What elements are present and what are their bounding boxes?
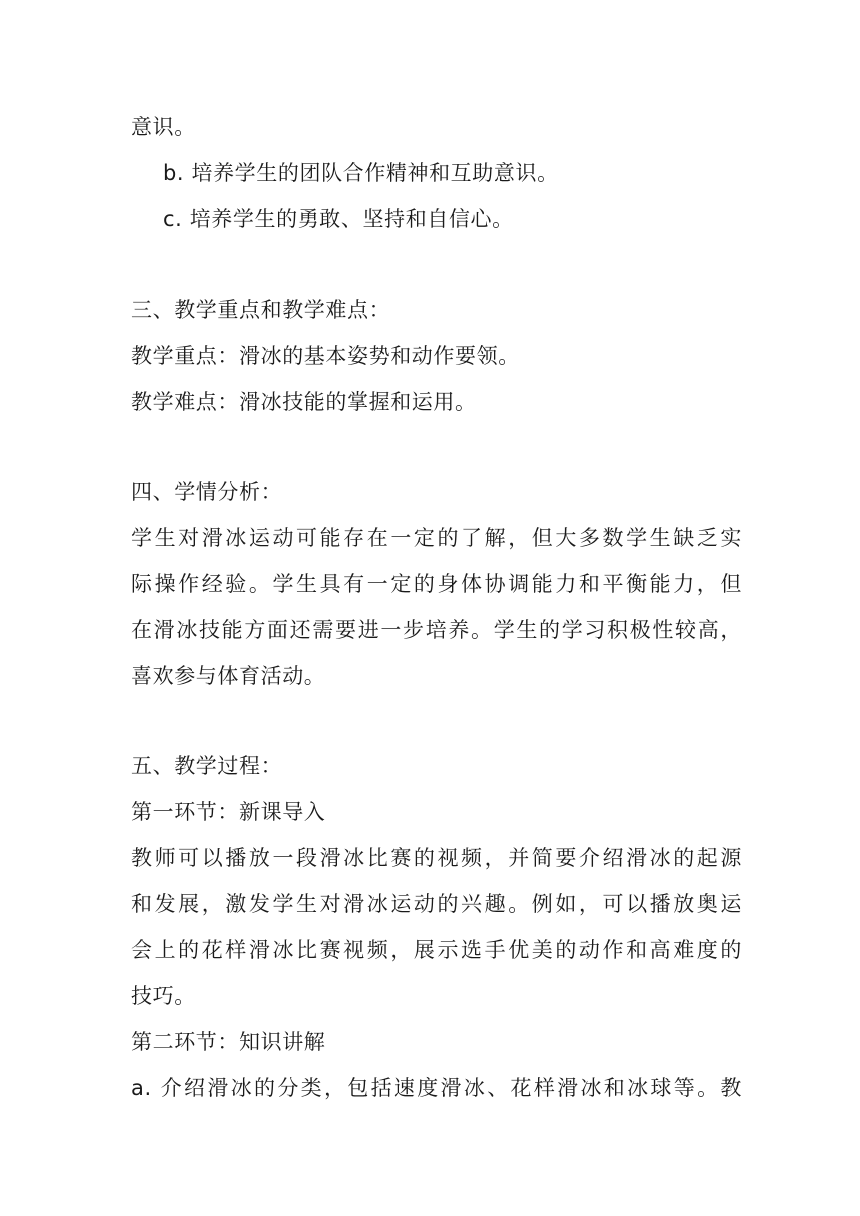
paragraph-line: 教师可以播放一段滑冰比赛的视频，并简要介绍滑冰的起源: [131, 846, 742, 870]
paragraph-line: 意识。: [131, 115, 196, 139]
paragraph-line: 会上的花样滑冰比赛视频，展示选手优美的动作和高难度的: [131, 938, 742, 962]
subsection-heading-knowledge: 第二环节：知识讲解: [131, 1030, 326, 1054]
paragraph-line: a. 介绍滑冰的分类，包括速度滑冰、花样滑冰和冰球等。教: [131, 1076, 742, 1100]
paragraph-line: 际操作经验。学生具有一定的身体协调能力和平衡能力，但: [131, 572, 742, 596]
paragraph-line: 在滑冰技能方面还需要进一步培养。学生的学习积极性较高，: [131, 618, 742, 642]
section-heading-process: 五、教学过程：: [131, 754, 283, 778]
section-heading-analysis: 四、学情分析：: [131, 480, 283, 504]
section-heading-key-points: 三、教学重点和教学难点：: [131, 298, 391, 322]
paragraph-line: 喜欢参与体育活动。: [131, 664, 326, 688]
paragraph-line: 学生对滑冰运动可能存在一定的了解，但大多数学生缺乏实: [131, 526, 742, 550]
paragraph-line: 和发展，激发学生对滑冰运动的兴趣。例如，可以播放奥运: [131, 892, 742, 916]
difficult-point-line: 教学难点：滑冰技能的掌握和运用。: [131, 390, 477, 414]
subsection-heading-intro: 第一环节：新课导入: [131, 800, 326, 824]
objective-item-c: c. 培养学生的勇敢、坚持和自信心。: [163, 207, 514, 231]
paragraph-line: 技巧。: [131, 984, 196, 1008]
objective-item-b: b. 培养学生的团队合作精神和互助意识。: [163, 161, 559, 185]
key-point-line: 教学重点：滑冰的基本姿势和动作要领。: [131, 344, 520, 368]
